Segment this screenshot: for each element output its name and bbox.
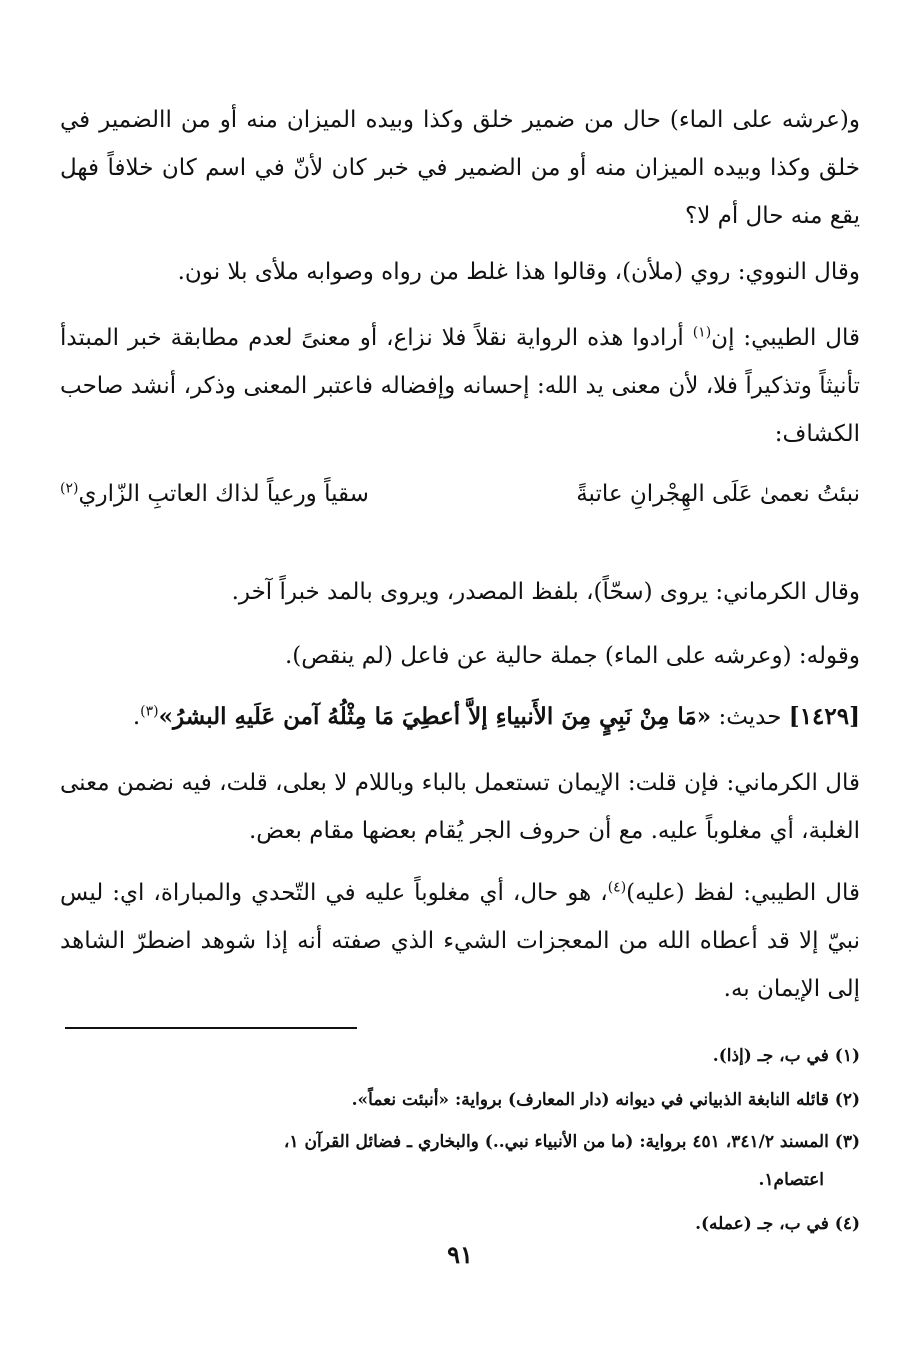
paragraph-tibi-1-start: قال الطيبي: إن — [711, 325, 860, 351]
verse-second-hemistich-wrap — [60, 470, 369, 520]
hadith-label: حديث: — [711, 704, 789, 730]
footnote-1: (١) في ب، جـ (إذا). — [712, 1046, 860, 1066]
footnote-2: (٢) قائله النابغة الذبياني في ديوانه (دار المعارف) برواية: «أنبئت نعماً». — [351, 1090, 860, 1110]
paragraph-hadith — [60, 693, 860, 741]
footnote-ref-4: (٤) — [607, 879, 627, 896]
verse-second-hemistich: سقياً ورعياً لذاك العاتبِ الزّاري — [78, 481, 369, 507]
page-number: ٩١ — [447, 1240, 473, 1269]
verse-first-hemistich: نبئتُ نعمىٰ عَلَى الهِجْرانِ عاتبةً — [576, 481, 860, 507]
paragraph-tibi-2 — [60, 869, 860, 1013]
hadith-text: «مَا مِنْ نَبِيٍ مِنَ الأَنبياءِ إلاَّ أعطِيَ مَا مِثْلُهُ آمن عَلَيهِ البشرُ» — [158, 703, 712, 730]
paragraph-arsh-hal: و(عرشه على الماء) حال من ضمير خلق وكذا وبيده الميزان منه أو من االضمير في خلق وكذا وبيده الميزان منه أو من الضمير في خبر كان لأنّ في اسم كان خلافاً فهل يقع منه حال أم لا؟ — [60, 107, 860, 229]
paragraph-nawawi: وقال النووي: روي (ملأن)، وقالوا هذا غلط من رواه وصوابه ملأى بلا نون. — [177, 259, 860, 285]
paragraph-qawluhu: وقوله: (وعرشه على الماء) جملة حالية عن فاعل (لم ينقص). — [284, 643, 860, 669]
paragraph-kirmani-2: قال الكرماني: فإن قلت: الإيمان تستعمل بالباء وباللام لا بعلى، قلت، فيه نضمن معنى الغلبة، أي مغلوباً عليه. مع أن حروف الجر يُقام بعضها مقام بعض. — [60, 770, 860, 844]
paragraph-kirmani-1: وقال الكرماني: يروى (سحّاً)، بلفظ المصدر، ويروى بالمد خبراً آخر. — [231, 579, 860, 605]
footnote-ref-3: (٣) — [140, 703, 159, 720]
footnote-4: (٤) في ب، جـ (عمله). — [695, 1214, 860, 1234]
paragraph-tibi-2-rest: ، هو حال، أي مغلوباً عليه في التّحدي والمباراة، اي: ليس نبيّ إلا قد أعطاه الله من المعجزات الشيء الذي صفته أنه إذا شوهد اضطرّ الشاهد إلى الإيمان به. — [60, 880, 860, 1002]
footnote-ref-2: (٢) — [60, 480, 79, 497]
hadith-end: . — [132, 704, 141, 730]
poetry-verse — [60, 470, 860, 520]
footnote-3-continuation: اعتصام١. — [758, 1170, 824, 1190]
hadith-number: [١٤٢٩] — [788, 703, 860, 730]
footnote-divider — [65, 1027, 357, 1029]
paragraph-tibi-1 — [60, 314, 860, 458]
paragraph-tibi-1-rest: أرادوا هذه الرواية نقلاً فلا نزاع، أو معنىً لعدم مطابقة خبر المبتدأ تأنيثاً وتذكيراً فلا، لأن معنى يد الله: إحسانه وإفضاله فاعتبر المعنى وذكر، أنشد صاحب الكشاف: — [60, 325, 860, 447]
footnote-ref-1: (١) — [692, 324, 712, 341]
paragraph-tibi-2-start: قال الطيبي: لفظ (عليه) — [626, 880, 860, 906]
footnote-3: (٣) المسند ٣٤١/٢، ٤٥١ برواية: (ما من الأنبياء نبي..) والبخاري ـ فضائل القرآن ١، — [283, 1132, 860, 1152]
